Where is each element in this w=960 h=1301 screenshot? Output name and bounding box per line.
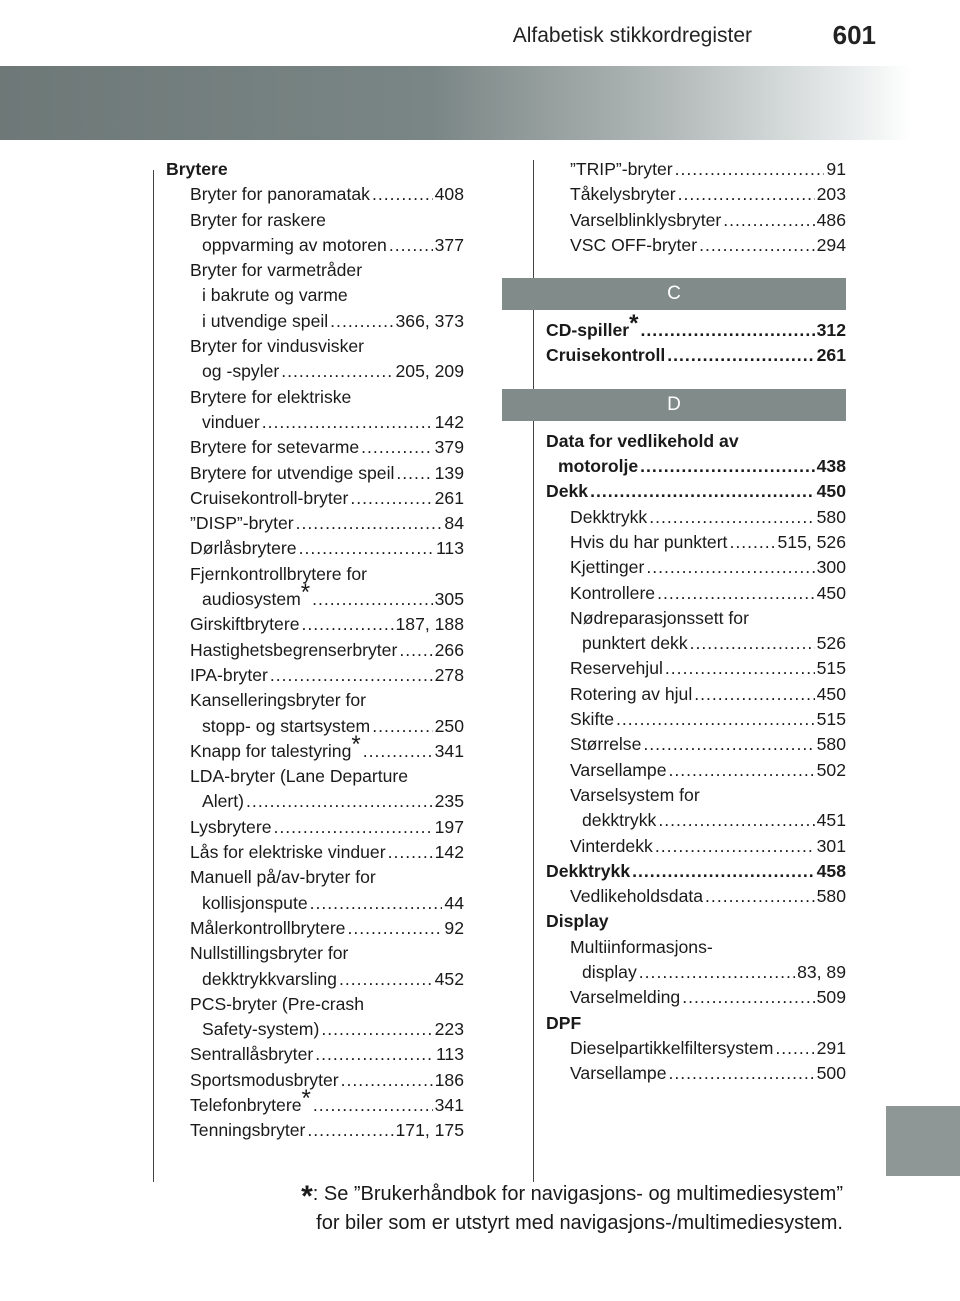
index-entry <box>166 157 464 182</box>
index-entry <box>166 941 464 966</box>
leader-dots <box>655 834 815 859</box>
index-entry <box>546 505 846 530</box>
index-entry-label: Kjettinger <box>570 557 645 578</box>
index-entry-page: 408 <box>434 184 464 205</box>
index-entry <box>546 707 846 732</box>
leader-dots <box>632 859 815 884</box>
leader-dots <box>312 587 433 612</box>
index-entry-page: 291 <box>816 1037 846 1058</box>
leader-dots <box>729 530 775 555</box>
index-entry-label: Kanselleringsbryter for <box>190 690 367 711</box>
index-entry-label: Dekktrykk <box>570 506 648 527</box>
index-entry-label: Display <box>546 911 609 932</box>
index-entry <box>166 334 464 359</box>
index-entry <box>546 859 846 884</box>
leader-dots <box>281 359 393 384</box>
leader-dots <box>321 1017 432 1042</box>
index-entry-page: 509 <box>816 987 846 1008</box>
index-entry <box>166 789 464 814</box>
footnote-star: * <box>301 1085 311 1113</box>
leader-dots <box>658 808 814 833</box>
index-entry <box>546 454 846 479</box>
index-entry-label: motorolje <box>558 456 639 477</box>
footnote-line-2: for biler som er utstyrt med navigasjons-/multimediesystem. <box>316 1212 843 1234</box>
index-entry <box>166 309 464 334</box>
leader-dots <box>399 638 432 663</box>
index-entry-label: Hastighetsbegrenserbryter <box>190 639 398 660</box>
index-entry-page: 502 <box>816 759 846 780</box>
index-entry-label: VSC OFF-bryter <box>570 234 698 255</box>
index-entry-label: Skifte <box>570 709 615 730</box>
index-entry <box>166 612 464 637</box>
index-entry-page: 450 <box>816 683 846 704</box>
index-entry-page: 300 <box>816 557 846 578</box>
leader-dots <box>616 707 815 732</box>
index-entry <box>166 435 464 460</box>
index-entry-page: 500 <box>816 1063 846 1084</box>
index-entry <box>546 157 846 182</box>
index-entry <box>546 310 846 343</box>
footnote <box>301 1180 843 1238</box>
index-entry-label: Dekk <box>546 481 589 502</box>
leader-dots <box>246 789 433 814</box>
leader-dots <box>339 967 433 992</box>
index-entry-label: Tenningsbryter <box>190 1120 306 1141</box>
footnote-line-1 <box>301 1180 843 1213</box>
index-entry-page: 187, 188 <box>395 614 464 635</box>
index-entry-page: 83, 89 <box>797 962 846 983</box>
index-entry-page: 580 <box>816 734 846 755</box>
index-entry-label: Brytere <box>166 159 228 179</box>
thumb-index-tab <box>886 1106 960 1176</box>
index-entry <box>166 258 464 283</box>
index-entry <box>166 1118 464 1143</box>
footnote-star: * <box>629 310 639 338</box>
index-entry-label: og -spyler <box>202 361 280 382</box>
index-entry-label: Cruisekontroll <box>546 345 666 366</box>
running-header-title: Alfabetisk stikkordregister <box>512 24 752 47</box>
index-entry-page: 301 <box>816 835 846 856</box>
index-entry <box>166 764 464 789</box>
index-entry-page: 186 <box>434 1069 464 1090</box>
index-entry-page: 580 <box>816 886 846 907</box>
leader-dots <box>668 1061 814 1086</box>
index-entry-label: Målerkontrollbrytere <box>190 917 346 938</box>
index-entry <box>546 606 846 631</box>
index-entry-page: 205, 209 <box>395 361 464 382</box>
leader-dots <box>347 916 442 941</box>
leader-dots <box>649 505 814 530</box>
leader-dots <box>389 233 433 258</box>
index-entry-page: 113 <box>435 538 464 559</box>
index-entry-label: Brytere for utvendige speil <box>190 462 395 483</box>
index-entry <box>166 1068 464 1093</box>
index-entry-label: Brytere for elektriske <box>190 386 352 407</box>
index-entry <box>546 682 846 707</box>
index-entry-label: Vedlikeholdsdata <box>570 886 704 907</box>
leader-dots <box>315 1042 434 1067</box>
index-entry <box>166 865 464 890</box>
index-entry-page: 377 <box>434 234 464 255</box>
index-entry-label: vinduer <box>202 411 260 432</box>
leader-dots <box>307 1118 393 1143</box>
section-heading-c: C <box>502 278 846 310</box>
index-entry <box>166 511 464 536</box>
index-entry-label: ”TRIP”-bryter <box>570 159 673 179</box>
index-entry-page: 203 <box>816 184 846 205</box>
column-divider-left <box>153 170 154 1182</box>
index-entry-label: Bryter for vindusvisker <box>190 336 365 357</box>
leader-dots <box>639 960 795 985</box>
index-entry-label: Bryter for raskere <box>190 209 326 230</box>
index-entry <box>546 1061 846 1086</box>
index-entry-label: Hvis du har punktert <box>570 531 728 552</box>
index-entry <box>166 1042 464 1067</box>
index-entry-page: 235 <box>434 791 464 812</box>
index-entry-label: Bryter for panoramatak <box>190 184 370 205</box>
index-entry-page: 278 <box>434 664 464 685</box>
index-entry-label: oppvarming av motoren <box>202 234 387 255</box>
index-entry <box>166 385 464 410</box>
index-entry-label: stopp- og startsystem <box>202 715 371 736</box>
index-entry-label: Reservehjul <box>570 658 663 679</box>
leader-dots <box>310 891 443 916</box>
index-entry <box>166 688 464 713</box>
index-entry-page: 341 <box>434 1094 464 1115</box>
leader-dots <box>372 714 432 739</box>
index-entry-label: Varselmelding <box>570 987 681 1008</box>
index-entry-page: 379 <box>434 437 464 458</box>
index-entry-label: dekktrykkvarsling <box>202 968 337 989</box>
index-entry <box>166 840 464 865</box>
index-entry <box>546 208 846 233</box>
footnote-text-1: : Se ”Brukerhåndbok for navigasjons- og multimediesystem” <box>312 1183 843 1205</box>
index-entry <box>166 536 464 561</box>
index-entry-label: Tåkelysbryter <box>570 184 676 205</box>
index-entry-label: ”DISP”-bryter <box>190 513 294 534</box>
leader-dots <box>590 479 815 504</box>
index-entry-label: punktert dekk <box>582 633 688 654</box>
index-entry-page: 294 <box>816 234 846 255</box>
index-entry <box>166 730 464 764</box>
index-entry <box>166 891 464 916</box>
index-entry-label: Sportsmodusbryter <box>190 1069 339 1090</box>
leader-dots <box>640 318 814 343</box>
index-entry-label: Dørlåsbrytere <box>190 538 297 559</box>
leader-dots <box>694 682 814 707</box>
index-entry-page: 515, 526 <box>777 531 846 552</box>
index-entry <box>166 461 464 486</box>
index-entry <box>546 960 846 985</box>
index-entry <box>546 530 846 555</box>
index-entry-label: LDA-bryter (Lane Departure <box>190 766 409 787</box>
index-entry <box>546 935 846 960</box>
index-entry-label: Cruisekontroll-bryter <box>190 487 349 508</box>
leader-dots <box>361 435 432 460</box>
footnote-star: * <box>300 579 311 607</box>
leader-dots <box>678 182 815 207</box>
leader-dots <box>699 233 815 258</box>
leader-dots <box>372 182 433 207</box>
index-entry-label: Vinterdekk <box>570 835 653 856</box>
index-entry <box>166 410 464 435</box>
index-entry-page: 142 <box>434 411 464 432</box>
index-entry-label: Varsellampe <box>570 759 667 780</box>
index-entry-label: Nødreparasjonssett for <box>570 607 749 628</box>
index-entry-label: Lysbrytere <box>190 816 272 837</box>
index-entry-page: 450 <box>816 582 846 603</box>
leader-dots <box>302 612 394 637</box>
column-divider-middle <box>533 160 534 1182</box>
index-entry-label: Data for vedlikehold av <box>546 430 739 451</box>
leader-dots <box>705 884 815 909</box>
leader-dots <box>646 555 814 580</box>
section-c-list <box>546 310 846 369</box>
index-entry <box>166 233 464 258</box>
index-entry <box>546 884 846 909</box>
leader-dots <box>723 208 814 233</box>
index-entry <box>166 663 464 688</box>
index-entry-page: 223 <box>434 1019 464 1040</box>
index-entry-page: 341 <box>434 740 464 761</box>
index-entry-label: audiosystem* <box>202 579 311 610</box>
leader-dots <box>667 343 814 368</box>
leader-dots <box>273 815 432 840</box>
index-entry-page: 44 <box>444 892 464 913</box>
index-entry-page: 486 <box>816 209 846 230</box>
index-entry-label: Bryter for varmetråder <box>190 260 363 281</box>
index-entry-page: 197 <box>434 816 464 837</box>
footnote-star: * <box>351 730 361 758</box>
leader-dots <box>330 309 393 334</box>
index-entry-label: Dieselpartikkelfiltersystem <box>570 1037 774 1058</box>
index-column-right <box>546 157 846 1087</box>
section-heading-d: D <box>502 389 846 421</box>
index-entry-label: Dekktrykk <box>546 860 631 881</box>
index-entry <box>546 909 846 934</box>
index-entry-page: 266 <box>434 639 464 660</box>
index-entry <box>166 579 464 612</box>
index-entry-page: 142 <box>434 842 464 863</box>
index-entry-page: 261 <box>816 345 846 366</box>
index-entry-label: Alert) <box>202 791 245 812</box>
leader-dots <box>296 511 443 536</box>
index-entry <box>166 182 464 207</box>
index-entry <box>546 808 846 833</box>
index-entry <box>546 758 846 783</box>
index-entry-label: Størrelse <box>570 734 642 755</box>
leader-dots <box>313 1093 433 1118</box>
leader-dots <box>270 663 433 688</box>
index-entry-label: DPF <box>546 1012 582 1033</box>
index-entry-page: 91 <box>826 159 846 179</box>
index-entry <box>546 985 846 1010</box>
leader-dots <box>388 840 433 865</box>
leader-dots <box>668 758 814 783</box>
index-column-left <box>166 157 464 1144</box>
index-entry-label: Multiinformasjons- <box>570 936 713 957</box>
index-entry-label: Nullstillingsbryter for <box>190 943 349 964</box>
leader-dots <box>657 581 815 606</box>
leader-dots <box>643 732 814 757</box>
index-entry-label: PCS-bryter (Pre-crash <box>190 993 365 1014</box>
index-entry <box>166 562 464 587</box>
index-entry-page: 515 <box>816 709 846 730</box>
leader-dots <box>262 410 433 435</box>
index-entry <box>166 283 464 308</box>
index-entry-page: 458 <box>816 860 846 881</box>
footnote-marker: * <box>301 1180 313 1213</box>
index-entry-label: Sentrallåsbryter <box>190 1044 314 1065</box>
leader-dots <box>396 461 432 486</box>
index-entry-label: kollisjonspute <box>202 892 308 913</box>
index-entry <box>546 233 846 258</box>
index-entry <box>546 343 846 368</box>
index-entry-label: Lås for elektriske vinduer <box>190 842 386 863</box>
section-d-list <box>546 429 846 1087</box>
index-entry <box>166 815 464 840</box>
index-entry-label: Rotering av hjul <box>570 683 693 704</box>
leader-dots <box>299 536 434 561</box>
header-band <box>0 66 960 140</box>
index-entry <box>546 555 846 580</box>
index-entry <box>166 486 464 511</box>
index-entry-page: 261 <box>434 487 464 508</box>
index-entry <box>166 359 464 384</box>
index-entry-label: Kontrollere <box>570 582 656 603</box>
index-entry-page: 139 <box>434 462 464 483</box>
index-entry <box>546 732 846 757</box>
index-entry-label: Safety-system) <box>202 1019 320 1040</box>
index-entry-page: 580 <box>816 506 846 527</box>
leader-dots <box>665 656 815 681</box>
index-entry-label: CD-spiller* <box>546 310 639 341</box>
index-entry-page: 515 <box>816 658 846 679</box>
index-entry-page: 84 <box>444 513 464 534</box>
index-entry <box>166 992 464 1017</box>
leader-dots <box>682 985 814 1010</box>
index-entry-label: Telefonbrytere* <box>190 1085 311 1115</box>
index-entry-page: 250 <box>434 715 464 736</box>
index-entry-page: 312 <box>816 320 846 341</box>
index-entry-page: 526 <box>816 633 846 654</box>
index-entry-page: 438 <box>816 456 846 477</box>
leader-dots <box>350 486 432 511</box>
index-entry <box>546 182 846 207</box>
index-entry-label: Varselsystem for <box>570 784 700 805</box>
index-entry <box>546 834 846 859</box>
index-entry <box>166 714 464 739</box>
index-entry <box>546 1036 846 1061</box>
index-entry-label: i bakrute og varme <box>202 285 348 306</box>
index-entry <box>546 581 846 606</box>
index-entry <box>166 967 464 992</box>
index-entry-label: Manuell på/av-bryter for <box>190 867 376 888</box>
index-entry <box>166 638 464 663</box>
page-number: 601 <box>832 20 876 50</box>
index-entry-page: 171, 175 <box>395 1120 464 1141</box>
leader-dots <box>363 739 433 764</box>
leader-dots <box>690 631 815 656</box>
leader-dots <box>640 454 814 479</box>
index-entry-label: Varsellampe <box>570 1063 667 1084</box>
index-entry-label: dekktrykk <box>582 810 657 831</box>
index-entry <box>546 429 846 454</box>
index-entry-page: 113 <box>435 1044 464 1065</box>
leader-dots <box>341 1068 433 1093</box>
index-entry-page: 92 <box>444 917 464 938</box>
index-entry <box>166 916 464 941</box>
index-entry-page: 305 <box>434 589 464 610</box>
index-entry-label: Fjernkontrollbrytere for <box>190 563 367 584</box>
index-entry-label: Knapp for talestyring* <box>190 730 361 761</box>
index-entry-page: 450 <box>816 481 846 502</box>
index-entry <box>546 656 846 681</box>
index-entry-page: 451 <box>816 810 846 831</box>
index-list-continued <box>546 157 846 258</box>
index-entry <box>166 208 464 233</box>
index-entry <box>546 1011 846 1036</box>
index-entry-label: display <box>582 962 637 983</box>
leader-dots <box>675 157 825 182</box>
index-entry-page: 366, 373 <box>395 310 464 331</box>
leader-dots <box>775 1036 814 1061</box>
index-entry <box>546 783 846 808</box>
index-entry-label: Brytere for setevarme <box>190 437 360 458</box>
index-entry <box>546 631 846 656</box>
index-entry <box>546 479 846 504</box>
index-entry-label: Girskiftbrytere <box>190 614 300 635</box>
index-entry <box>166 1085 464 1118</box>
index-entry-label: i utvendige speil <box>202 310 329 331</box>
index-entry-label: IPA-bryter <box>190 664 268 685</box>
index-entry-label: Varselblinklysbryter <box>570 209 722 230</box>
index-entry-page: 452 <box>434 968 464 989</box>
index-entry <box>166 1017 464 1042</box>
